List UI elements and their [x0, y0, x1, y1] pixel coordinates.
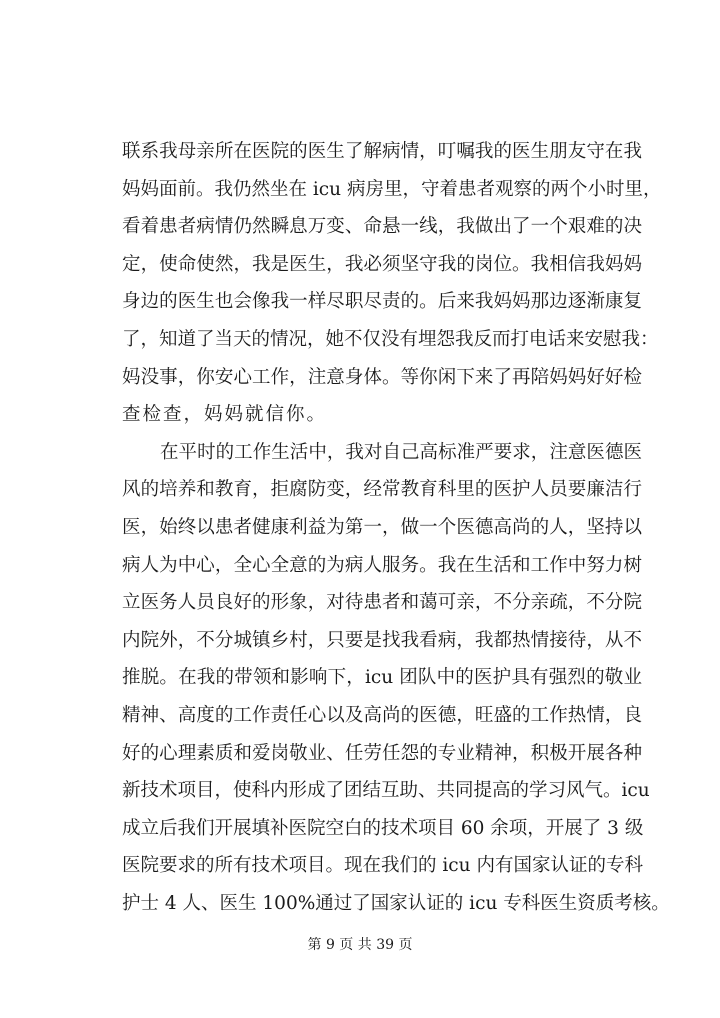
text-line: 身边的医生也会像我一样尽职尽责的。后来我妈妈那边逐渐康复	[122, 291, 642, 313]
text-line: 妈妈面前。我仍然坐在 icu 病房里，守着患者观察的两个小时里，	[122, 178, 662, 200]
text-line: 病人为中心，全心全意的为病人服务。我在生活和工作中努力树	[122, 554, 642, 576]
text-line: 成立后我们开展填补医院空白的技术项目 60 余项，开展了 3 级	[122, 817, 644, 839]
text-line: 风的培养和教育，拒腐防变，经常教育科里的医护人员要廉洁行	[122, 479, 642, 501]
text-line: 医，始终以患者健康利益为第一，做一个医德高尚的人，坚持以	[122, 517, 642, 538]
text-line: 妈没事，你安心工作，注意身体。等你闲下来了再陪妈妈好好检	[122, 366, 642, 388]
text-line: 推脱。在我的带领和影响下，icu 团队中的医护具有强烈的敬业	[122, 667, 642, 689]
text-line: 查检查，妈妈就信你。	[122, 404, 328, 426]
text-line: 在平时的工作生活中，我对自己高标准严要求，注意医德医	[160, 441, 642, 463]
text-line: 看着患者病情仍然瞬息万变、命悬一线，我做出了一个艰难的决	[122, 216, 642, 238]
page-number: 第 9 页 共 39 页	[307, 937, 413, 953]
text-line: 立医务人员良好的形象，对待患者和蔼可亲，不分亲疏，不分院	[122, 592, 642, 614]
text-line: 好的心理素质和爱岗敬业、任劳任怨的专业精神，积极开展各种	[122, 742, 642, 764]
text-line: 精神、高度的工作责任心以及高尚的医德，旺盛的工作热情，良	[122, 705, 642, 726]
text-line: 新技术项目，使科内形成了团结互助、共同提高的学习风气。icu	[122, 780, 650, 802]
text-line: 联系我母亲所在医院的医生了解病情，叮嘱我的医生朋友守在我	[122, 141, 642, 162]
text-line: 了，知道了当天的情况，她不仅没有埋怨我反而打电话来安慰我：	[122, 329, 659, 350]
text-line: 定，使命使然，我是医生，我必须坚守我的岗位。我相信我妈妈	[122, 253, 642, 275]
text-line: 护士 4 人、医生 100%通过了国家认证的 icu 专科医生资质考核。	[122, 893, 670, 914]
text-line: 内院外，不分城镇乡村，只要是找我看病，我都热情接待，从不	[122, 629, 642, 651]
text-line: 医院要求的所有技术项目。现在我们的 icu 内有国家认证的专科	[122, 855, 643, 877]
